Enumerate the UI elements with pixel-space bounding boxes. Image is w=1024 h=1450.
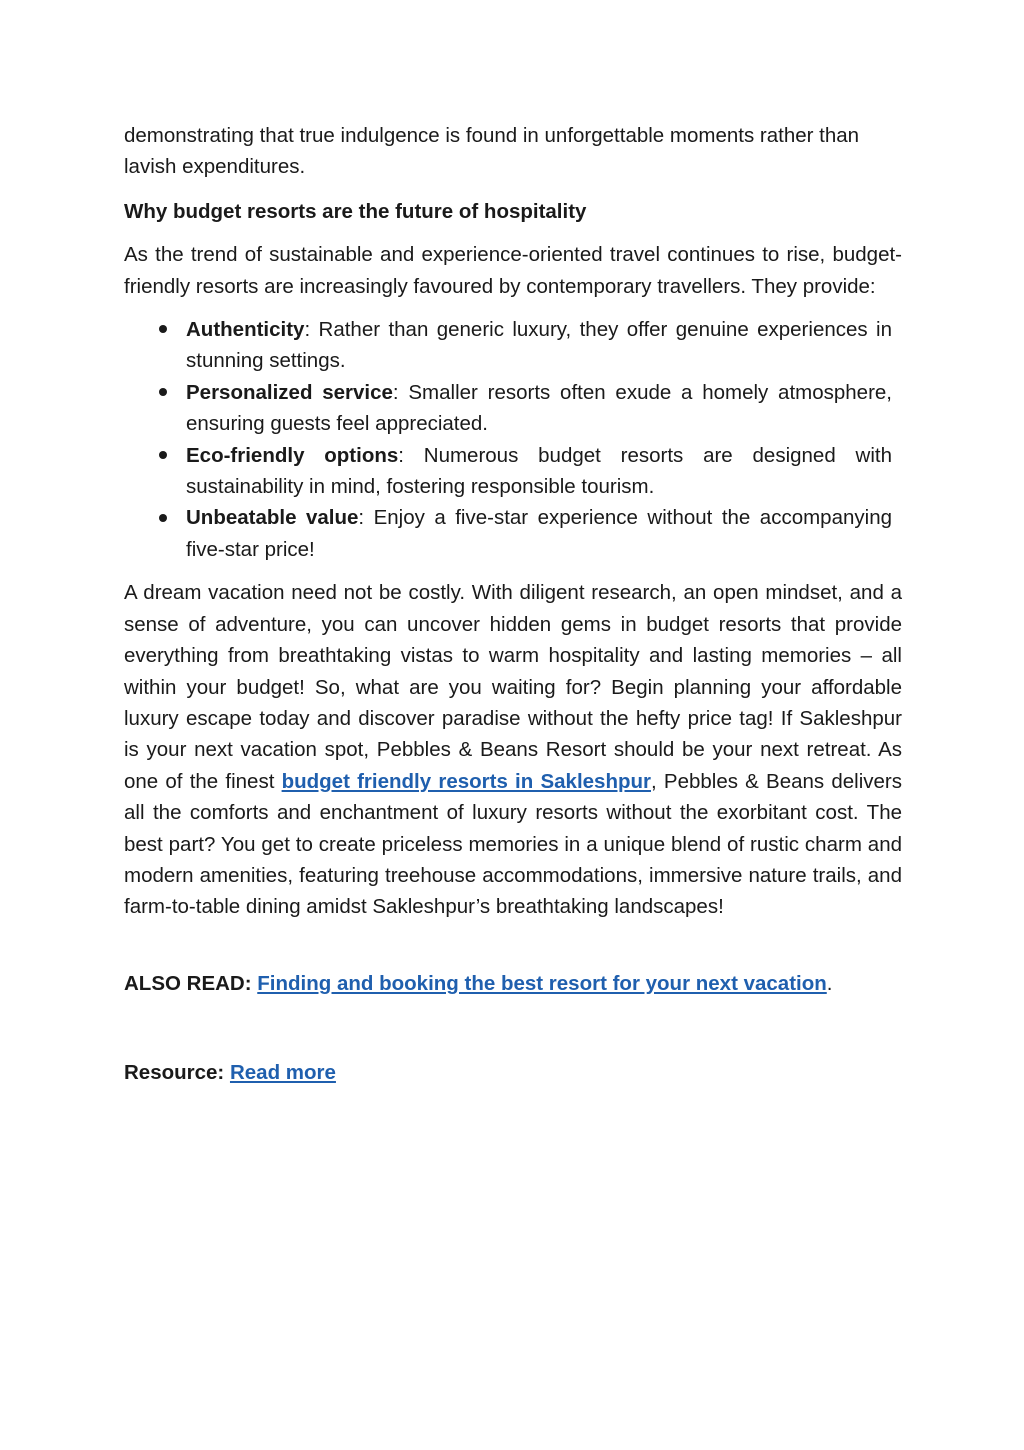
closing-text-after: , Pebbles & Beans delivers all the comforts and enchantment of luxury resorts without the exorbitant cost. The best part? You get to create priceless memories in a unique blend of rustic charm and modern amenities, featuring treehouse accommodations, immersive nature trails, and farm-to-table dining amidst Sakleshpur’s breathtaking landscapes! xyxy=(124,769,903,919)
list-item xyxy=(186,440,892,503)
also-read-label: ALSO READ: xyxy=(124,971,252,995)
benefits-list xyxy=(124,314,902,565)
section-heading: Why budget resorts are the future of hospitality xyxy=(124,199,587,223)
list-item xyxy=(186,377,892,440)
benefit-term: Unbeatable value xyxy=(186,506,359,530)
benefit-desc: : Numerous budget resorts are designed with sustainability in mind, fostering responsible tourism. xyxy=(186,443,892,499)
closing-paragraph xyxy=(124,577,902,922)
also-read-suffix: . xyxy=(826,971,833,995)
bullet-icon xyxy=(156,440,170,471)
list-item xyxy=(186,502,892,565)
benefit-term: Authenticity xyxy=(186,318,305,342)
resource-label: Resource: xyxy=(124,1061,225,1085)
closing-text-before: A dream vacation need not be costly. With diligent research, an open mindset, and a sense of adventure, you can uncover hidden gems in budget resorts that provide everything from breathtaking vistas to warm hospitality and lasting memories – all within your budget! So, what are you waiting for? Begin planning your affordable luxury escape today and discover paradise without the hefty price tag! If Sakleshpur is your next vacation spot, Pebbles & Beans Resort should be your next retreat. As one of the finest xyxy=(124,581,902,793)
trend-paragraph: As the trend of sustainable and experience-oriented travel continues to rise, budget-friendly resorts are increasingly favoured by contemporary travellers. They provide: xyxy=(124,243,902,298)
benefit-term: Personalized service xyxy=(186,380,393,404)
also-read-link[interactable]: Finding and booking the best resort for your next vacation xyxy=(257,971,827,995)
list-item xyxy=(186,314,892,377)
benefit-desc: : Enjoy a five-star experience without the accompanying five-star price! xyxy=(186,506,892,561)
budget-resorts-link[interactable]: budget friendly resorts in Sakleshpur xyxy=(281,769,651,793)
benefit-desc: : Smaller resorts often exude a homely atmosphere, ensuring guests feel appreciated. xyxy=(186,380,893,436)
also-read-line xyxy=(124,968,902,999)
bullet-icon xyxy=(156,314,170,345)
read-more-link[interactable]: Read more xyxy=(229,1061,336,1085)
document-page xyxy=(124,120,902,1089)
intro-tail-paragraph: demonstrating that true indulgence is found in unforgettable moments rather than lavish expenditures. xyxy=(124,124,860,179)
benefit-term: Eco-friendly options xyxy=(186,443,399,467)
bullet-icon xyxy=(156,502,170,533)
resource-line xyxy=(124,1057,902,1088)
benefit-desc: : Rather than generic luxury, they offer genuine experiences in stunning settings. xyxy=(186,318,892,373)
bullet-icon xyxy=(156,377,170,408)
